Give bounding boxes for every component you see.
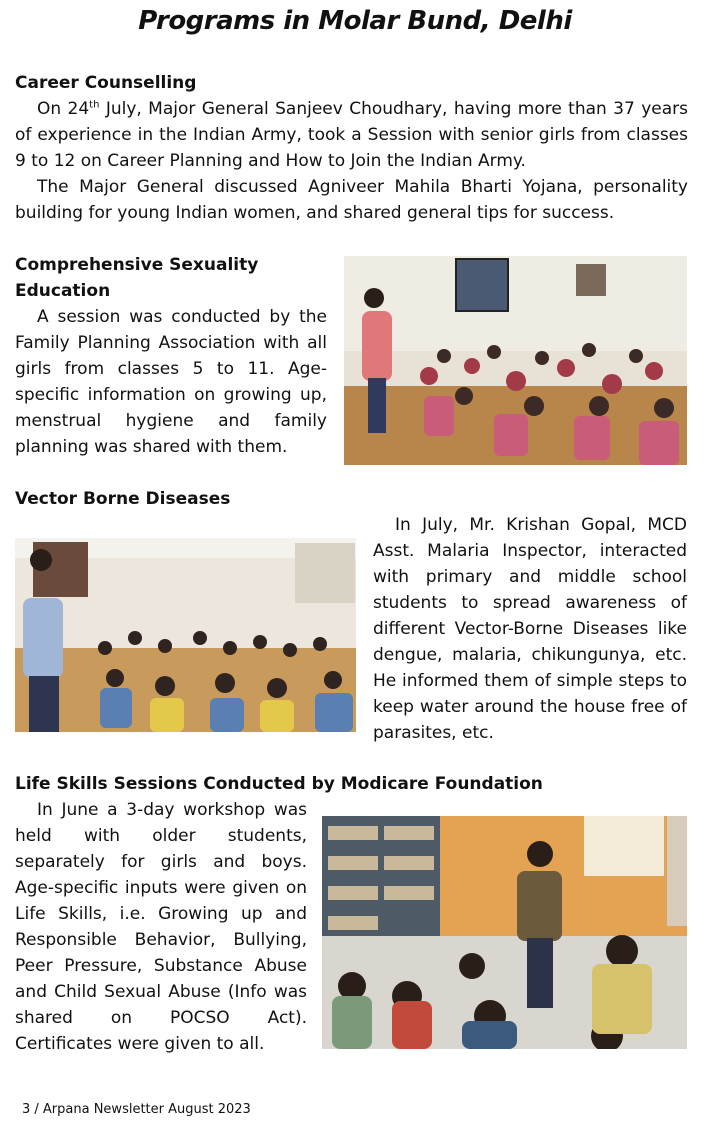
career-paragraph-1: On 24th July, Major General Sanjeev Choudhary, having more than 37 years of experience in the Indian Army, took a Session with senior girls from classes 9 to 12 on Career Planning and How to Join the Indian Army. — [15, 99, 688, 171]
sexuality-section — [15, 252, 327, 460]
career-paragraph-2: The Major General discussed Agniveer Mahila Bharti Yojana, personality building for young Indian women, and shared general tips for success. — [15, 177, 688, 223]
vector-section — [373, 512, 687, 746]
vector-heading: Vector Borne Diseases — [15, 489, 231, 509]
lifeskills-session-photo — [322, 816, 687, 1049]
vector-session-photo — [15, 538, 356, 732]
page-footer: 3 / Arpana Newsletter August 2023 — [22, 1102, 251, 1117]
sexuality-session-photo — [344, 256, 687, 465]
lifeskills-paragraph: In June a 3-day workshop was held with older students, separately for girls and boys. Age-specific inputs were given on Life Skills, i.e. Growing up and Responsible Behavior, Bullying, Peer Pressure, Substance Abuse and Child Sexual Abuse (Info was shared on POCSO Act). Certificates were given to all. — [15, 800, 307, 1054]
lifeskills-section — [15, 797, 307, 1057]
career-heading: Career Counselling — [15, 73, 197, 93]
vector-heading-block — [15, 486, 355, 512]
lifeskills-heading: Life Skills Sessions Conducted by Modicare Foundation — [15, 774, 543, 794]
career-section — [15, 70, 688, 226]
sexuality-heading: Comprehensive Sexuality Education — [15, 255, 259, 301]
vector-paragraph: In July, Mr. Krishan Gopal, MCD Asst. Malaria Inspector, interacted with primary and middle school students to spread awareness of different Vector-Borne Diseases like dengue, malaria, chikungunya, etc. He informed them of simple steps to keep water around the house free of parasites, etc. — [373, 515, 687, 743]
page-title: Programs in Molar Bund, Delhi — [138, 6, 572, 36]
sexuality-paragraph: A session was conducted by the Family Planning Association with all girls from classes 5 to 11. Age-specific information on growing up, menstrual hygiene and family planning was shared with them. — [15, 307, 327, 457]
lifeskills-heading-block — [15, 771, 688, 797]
